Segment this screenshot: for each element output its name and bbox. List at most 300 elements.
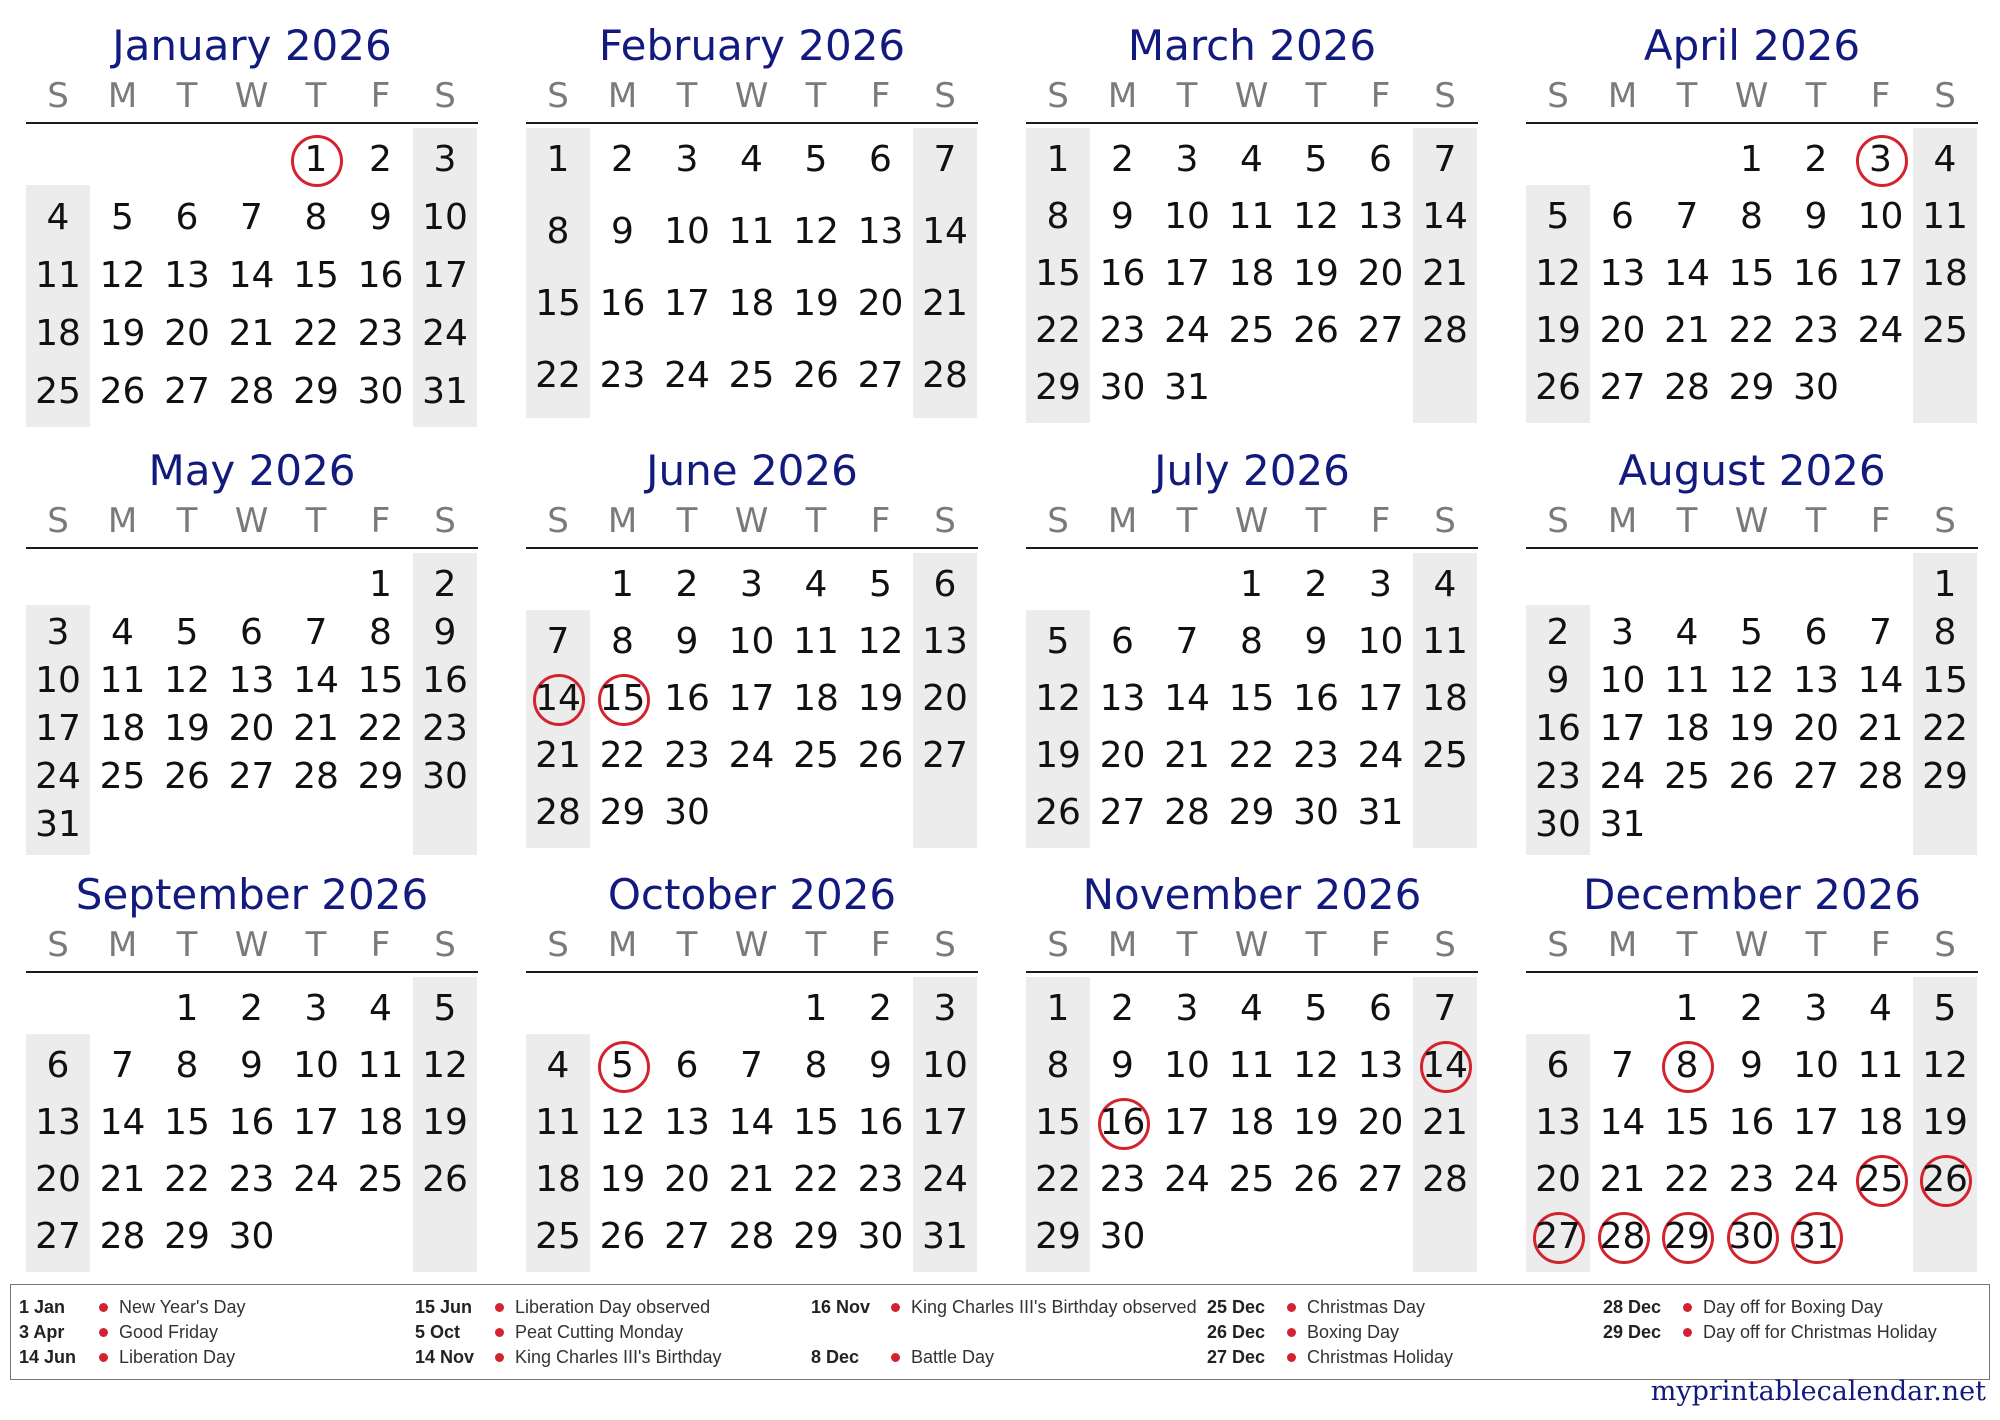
day-cell[interactable] bbox=[1220, 189, 1284, 245]
day-cell[interactable] bbox=[720, 1209, 784, 1265]
day-cell[interactable] bbox=[1155, 1038, 1219, 1094]
site-link[interactable]: myprintablecalendar.net bbox=[1650, 1376, 1986, 1407]
day-cell[interactable] bbox=[1913, 1095, 1977, 1151]
day-cell[interactable] bbox=[155, 306, 219, 362]
day-cell[interactable] bbox=[1784, 1038, 1848, 1094]
day-cell[interactable] bbox=[1091, 303, 1155, 359]
day-cell[interactable] bbox=[1784, 749, 1848, 805]
day-cell[interactable] bbox=[1026, 671, 1090, 727]
day-cell[interactable] bbox=[284, 306, 348, 362]
day-cell[interactable] bbox=[1026, 1095, 1090, 1151]
day-cell[interactable] bbox=[349, 364, 413, 420]
day-cell[interactable] bbox=[720, 614, 784, 670]
day-cell[interactable] bbox=[1413, 132, 1477, 188]
day-cell[interactable] bbox=[1026, 303, 1090, 359]
day-cell[interactable] bbox=[155, 1209, 219, 1265]
day-cell[interactable] bbox=[155, 981, 219, 1037]
day-cell[interactable] bbox=[1591, 1095, 1655, 1151]
day-cell[interactable] bbox=[1091, 1038, 1155, 1094]
day-cell[interactable] bbox=[1349, 303, 1413, 359]
day-cell[interactable] bbox=[1784, 1152, 1848, 1208]
day-cell[interactable] bbox=[1220, 1152, 1284, 1208]
day-cell[interactable] bbox=[1155, 360, 1219, 416]
day-cell[interactable] bbox=[1913, 132, 1977, 188]
day-cell[interactable] bbox=[591, 557, 655, 613]
day-cell[interactable] bbox=[526, 671, 590, 727]
day-cell[interactable] bbox=[91, 749, 155, 805]
day-cell[interactable] bbox=[849, 557, 913, 613]
day-cell[interactable] bbox=[784, 614, 848, 670]
day-cell[interactable] bbox=[913, 132, 977, 188]
day-cell[interactable] bbox=[1220, 1038, 1284, 1094]
day-cell[interactable] bbox=[1091, 728, 1155, 784]
day-cell[interactable] bbox=[1720, 246, 1784, 302]
day-cell[interactable] bbox=[1849, 1095, 1913, 1151]
day-cell[interactable] bbox=[91, 190, 155, 246]
day-cell[interactable] bbox=[1413, 557, 1477, 613]
day-cell[interactable] bbox=[526, 348, 590, 404]
day-cell[interactable] bbox=[1413, 1038, 1477, 1094]
day-cell[interactable] bbox=[591, 348, 655, 404]
day-cell[interactable] bbox=[1913, 303, 1977, 359]
day-cell[interactable] bbox=[591, 1209, 655, 1265]
day-cell[interactable] bbox=[591, 614, 655, 670]
day-cell[interactable] bbox=[1155, 303, 1219, 359]
day-cell[interactable] bbox=[1284, 132, 1348, 188]
day-cell[interactable] bbox=[526, 1038, 590, 1094]
day-cell[interactable] bbox=[1655, 1152, 1719, 1208]
day-cell[interactable] bbox=[413, 981, 477, 1037]
day-cell[interactable] bbox=[1349, 132, 1413, 188]
day-cell[interactable] bbox=[1849, 981, 1913, 1037]
day-cell[interactable] bbox=[1284, 557, 1348, 613]
day-cell[interactable] bbox=[1155, 785, 1219, 841]
day-cell[interactable] bbox=[784, 348, 848, 404]
day-cell[interactable] bbox=[1720, 1152, 1784, 1208]
day-cell[interactable] bbox=[26, 364, 90, 420]
day-cell[interactable] bbox=[26, 248, 90, 304]
day-cell[interactable] bbox=[349, 190, 413, 246]
day-cell[interactable] bbox=[720, 348, 784, 404]
day-cell[interactable] bbox=[1413, 671, 1477, 727]
day-cell[interactable] bbox=[1284, 1095, 1348, 1151]
day-cell[interactable] bbox=[1913, 749, 1977, 805]
day-cell[interactable] bbox=[1026, 360, 1090, 416]
day-cell[interactable] bbox=[284, 190, 348, 246]
day-cell[interactable] bbox=[1155, 1095, 1219, 1151]
day-cell[interactable] bbox=[1849, 749, 1913, 805]
day-cell[interactable] bbox=[1913, 246, 1977, 302]
day-cell[interactable] bbox=[220, 1152, 284, 1208]
day-cell[interactable] bbox=[1220, 1095, 1284, 1151]
day-cell[interactable] bbox=[349, 749, 413, 805]
day-cell[interactable] bbox=[1284, 1038, 1348, 1094]
day-cell[interactable] bbox=[655, 1209, 719, 1265]
day-cell[interactable] bbox=[1784, 132, 1848, 188]
day-cell[interactable] bbox=[1026, 246, 1090, 302]
day-cell[interactable] bbox=[1284, 671, 1348, 727]
day-cell[interactable] bbox=[591, 785, 655, 841]
day-cell[interactable] bbox=[220, 749, 284, 805]
day-cell[interactable] bbox=[26, 797, 90, 853]
day-cell[interactable] bbox=[1526, 1095, 1590, 1151]
day-cell[interactable] bbox=[1784, 360, 1848, 416]
day-cell[interactable] bbox=[849, 1038, 913, 1094]
day-cell[interactable] bbox=[91, 364, 155, 420]
day-cell[interactable] bbox=[1526, 189, 1590, 245]
day-cell[interactable] bbox=[655, 557, 719, 613]
day-cell[interactable] bbox=[1091, 1095, 1155, 1151]
day-cell[interactable] bbox=[1349, 1038, 1413, 1094]
day-cell[interactable] bbox=[1413, 1095, 1477, 1151]
day-cell[interactable] bbox=[913, 557, 977, 613]
day-cell[interactable] bbox=[1720, 1038, 1784, 1094]
day-cell[interactable] bbox=[1220, 981, 1284, 1037]
day-cell[interactable] bbox=[1913, 981, 1977, 1037]
day-cell[interactable] bbox=[1720, 981, 1784, 1037]
day-cell[interactable] bbox=[1849, 189, 1913, 245]
day-cell[interactable] bbox=[1784, 981, 1848, 1037]
day-cell[interactable] bbox=[220, 306, 284, 362]
day-cell[interactable] bbox=[155, 1095, 219, 1151]
day-cell[interactable] bbox=[1091, 671, 1155, 727]
day-cell[interactable] bbox=[1413, 728, 1477, 784]
day-cell[interactable] bbox=[720, 204, 784, 260]
day-cell[interactable] bbox=[1026, 1038, 1090, 1094]
day-cell[interactable] bbox=[720, 671, 784, 727]
day-cell[interactable] bbox=[91, 306, 155, 362]
day-cell[interactable] bbox=[1655, 360, 1719, 416]
day-cell[interactable] bbox=[849, 1095, 913, 1151]
day-cell[interactable] bbox=[284, 1038, 348, 1094]
day-cell[interactable] bbox=[784, 981, 848, 1037]
day-cell[interactable] bbox=[720, 1152, 784, 1208]
day-cell[interactable] bbox=[1284, 728, 1348, 784]
day-cell[interactable] bbox=[849, 1152, 913, 1208]
day-cell[interactable] bbox=[155, 1038, 219, 1094]
day-cell[interactable] bbox=[849, 728, 913, 784]
day-cell[interactable] bbox=[155, 749, 219, 805]
day-cell[interactable] bbox=[849, 671, 913, 727]
day-cell[interactable] bbox=[1526, 303, 1590, 359]
day-cell[interactable] bbox=[849, 981, 913, 1037]
day-cell[interactable] bbox=[1284, 981, 1348, 1037]
day-cell[interactable] bbox=[1784, 246, 1848, 302]
day-cell[interactable] bbox=[591, 1152, 655, 1208]
day-cell[interactable] bbox=[591, 1038, 655, 1094]
day-cell[interactable] bbox=[1591, 1038, 1655, 1094]
day-cell[interactable] bbox=[413, 248, 477, 304]
day-cell[interactable] bbox=[1349, 1095, 1413, 1151]
day-cell[interactable] bbox=[1591, 189, 1655, 245]
day-cell[interactable] bbox=[849, 348, 913, 404]
day-cell[interactable] bbox=[1220, 614, 1284, 670]
day-cell[interactable] bbox=[526, 614, 590, 670]
day-cell[interactable] bbox=[1026, 981, 1090, 1037]
day-cell[interactable] bbox=[1091, 132, 1155, 188]
day-cell[interactable] bbox=[1413, 614, 1477, 670]
day-cell[interactable] bbox=[1784, 1209, 1848, 1265]
day-cell[interactable] bbox=[1026, 132, 1090, 188]
day-cell[interactable] bbox=[220, 981, 284, 1037]
day-cell[interactable] bbox=[1655, 749, 1719, 805]
day-cell[interactable] bbox=[1913, 189, 1977, 245]
day-cell[interactable] bbox=[1220, 246, 1284, 302]
day-cell[interactable] bbox=[413, 132, 477, 188]
day-cell[interactable] bbox=[1591, 1209, 1655, 1265]
day-cell[interactable] bbox=[1413, 1152, 1477, 1208]
day-cell[interactable] bbox=[655, 614, 719, 670]
day-cell[interactable] bbox=[913, 348, 977, 404]
day-cell[interactable] bbox=[1591, 1152, 1655, 1208]
day-cell[interactable] bbox=[655, 132, 719, 188]
day-cell[interactable] bbox=[349, 1152, 413, 1208]
day-cell[interactable] bbox=[1349, 728, 1413, 784]
day-cell[interactable] bbox=[655, 276, 719, 332]
day-cell[interactable] bbox=[1284, 1152, 1348, 1208]
day-cell[interactable] bbox=[349, 306, 413, 362]
day-cell[interactable] bbox=[1720, 1209, 1784, 1265]
day-cell[interactable] bbox=[1026, 1209, 1090, 1265]
day-cell[interactable] bbox=[849, 276, 913, 332]
day-cell[interactable] bbox=[1155, 1152, 1219, 1208]
day-cell[interactable] bbox=[1155, 189, 1219, 245]
day-cell[interactable] bbox=[1284, 303, 1348, 359]
day-cell[interactable] bbox=[91, 1152, 155, 1208]
day-cell[interactable] bbox=[1349, 785, 1413, 841]
day-cell[interactable] bbox=[284, 132, 348, 188]
day-cell[interactable] bbox=[284, 364, 348, 420]
day-cell[interactable] bbox=[26, 1209, 90, 1265]
day-cell[interactable] bbox=[1413, 189, 1477, 245]
day-cell[interactable] bbox=[1091, 785, 1155, 841]
day-cell[interactable] bbox=[1349, 557, 1413, 613]
day-cell[interactable] bbox=[1413, 303, 1477, 359]
day-cell[interactable] bbox=[655, 671, 719, 727]
day-cell[interactable] bbox=[591, 132, 655, 188]
day-cell[interactable] bbox=[1026, 614, 1090, 670]
day-cell[interactable] bbox=[1091, 614, 1155, 670]
day-cell[interactable] bbox=[155, 364, 219, 420]
day-cell[interactable] bbox=[913, 1095, 977, 1151]
day-cell[interactable] bbox=[913, 204, 977, 260]
day-cell[interactable] bbox=[1655, 981, 1719, 1037]
day-cell[interactable] bbox=[1720, 303, 1784, 359]
day-cell[interactable] bbox=[784, 557, 848, 613]
day-cell[interactable] bbox=[1526, 1038, 1590, 1094]
day-cell[interactable] bbox=[413, 1152, 477, 1208]
day-cell[interactable] bbox=[1591, 797, 1655, 853]
day-cell[interactable] bbox=[1526, 246, 1590, 302]
day-cell[interactable] bbox=[26, 190, 90, 246]
day-cell[interactable] bbox=[155, 1152, 219, 1208]
day-cell[interactable] bbox=[1220, 671, 1284, 727]
day-cell[interactable] bbox=[220, 1095, 284, 1151]
day-cell[interactable] bbox=[1155, 671, 1219, 727]
day-cell[interactable] bbox=[413, 1095, 477, 1151]
day-cell[interactable] bbox=[220, 248, 284, 304]
day-cell[interactable] bbox=[655, 1095, 719, 1151]
day-cell[interactable] bbox=[784, 1152, 848, 1208]
day-cell[interactable] bbox=[591, 671, 655, 727]
day-cell[interactable] bbox=[1026, 1152, 1090, 1208]
day-cell[interactable] bbox=[526, 204, 590, 260]
day-cell[interactable] bbox=[1155, 614, 1219, 670]
day-cell[interactable] bbox=[526, 132, 590, 188]
day-cell[interactable] bbox=[1349, 1152, 1413, 1208]
day-cell[interactable] bbox=[720, 1095, 784, 1151]
day-cell[interactable] bbox=[155, 190, 219, 246]
day-cell[interactable] bbox=[1849, 303, 1913, 359]
day-cell[interactable] bbox=[1349, 246, 1413, 302]
day-cell[interactable] bbox=[655, 1038, 719, 1094]
day-cell[interactable] bbox=[91, 248, 155, 304]
day-cell[interactable] bbox=[849, 204, 913, 260]
day-cell[interactable] bbox=[1349, 189, 1413, 245]
day-cell[interactable] bbox=[91, 1038, 155, 1094]
day-cell[interactable] bbox=[1091, 1152, 1155, 1208]
day-cell[interactable] bbox=[655, 348, 719, 404]
day-cell[interactable] bbox=[1220, 785, 1284, 841]
day-cell[interactable] bbox=[1284, 246, 1348, 302]
day-cell[interactable] bbox=[155, 248, 219, 304]
day-cell[interactable] bbox=[1913, 1152, 1977, 1208]
day-cell[interactable] bbox=[91, 1209, 155, 1265]
day-cell[interactable] bbox=[349, 1095, 413, 1151]
day-cell[interactable] bbox=[1220, 132, 1284, 188]
day-cell[interactable] bbox=[784, 276, 848, 332]
day-cell[interactable] bbox=[720, 276, 784, 332]
day-cell[interactable] bbox=[655, 785, 719, 841]
day-cell[interactable] bbox=[26, 1095, 90, 1151]
day-cell[interactable] bbox=[591, 276, 655, 332]
day-cell[interactable] bbox=[784, 1038, 848, 1094]
day-cell[interactable] bbox=[1026, 785, 1090, 841]
day-cell[interactable] bbox=[284, 1152, 348, 1208]
day-cell[interactable] bbox=[1720, 749, 1784, 805]
day-cell[interactable] bbox=[913, 1209, 977, 1265]
day-cell[interactable] bbox=[1655, 246, 1719, 302]
day-cell[interactable] bbox=[1220, 303, 1284, 359]
day-cell[interactable] bbox=[1155, 728, 1219, 784]
day-cell[interactable] bbox=[784, 132, 848, 188]
day-cell[interactable] bbox=[591, 1095, 655, 1151]
day-cell[interactable] bbox=[1155, 981, 1219, 1037]
day-cell[interactable] bbox=[784, 204, 848, 260]
day-cell[interactable] bbox=[1591, 246, 1655, 302]
day-cell[interactable] bbox=[1784, 189, 1848, 245]
day-cell[interactable] bbox=[720, 728, 784, 784]
day-cell[interactable] bbox=[655, 204, 719, 260]
day-cell[interactable] bbox=[1849, 246, 1913, 302]
day-cell[interactable] bbox=[526, 276, 590, 332]
day-cell[interactable] bbox=[1284, 189, 1348, 245]
day-cell[interactable] bbox=[284, 1095, 348, 1151]
day-cell[interactable] bbox=[526, 728, 590, 784]
day-cell[interactable] bbox=[720, 132, 784, 188]
day-cell[interactable] bbox=[1655, 303, 1719, 359]
day-cell[interactable] bbox=[413, 306, 477, 362]
day-cell[interactable] bbox=[849, 614, 913, 670]
day-cell[interactable] bbox=[1284, 614, 1348, 670]
day-cell[interactable] bbox=[1349, 981, 1413, 1037]
day-cell[interactable] bbox=[1591, 303, 1655, 359]
day-cell[interactable] bbox=[913, 276, 977, 332]
day-cell[interactable] bbox=[1591, 360, 1655, 416]
day-cell[interactable] bbox=[784, 1209, 848, 1265]
day-cell[interactable] bbox=[26, 1152, 90, 1208]
day-cell[interactable] bbox=[591, 204, 655, 260]
day-cell[interactable] bbox=[655, 1152, 719, 1208]
day-cell[interactable] bbox=[284, 981, 348, 1037]
day-cell[interactable] bbox=[1849, 1038, 1913, 1094]
day-cell[interactable] bbox=[220, 190, 284, 246]
day-cell[interactable] bbox=[220, 364, 284, 420]
day-cell[interactable] bbox=[1413, 246, 1477, 302]
day-cell[interactable] bbox=[720, 1038, 784, 1094]
day-cell[interactable] bbox=[1091, 246, 1155, 302]
day-cell[interactable] bbox=[913, 728, 977, 784]
day-cell[interactable] bbox=[413, 1038, 477, 1094]
day-cell[interactable] bbox=[1091, 981, 1155, 1037]
day-cell[interactable] bbox=[526, 1095, 590, 1151]
day-cell[interactable] bbox=[1784, 1095, 1848, 1151]
day-cell[interactable] bbox=[1026, 189, 1090, 245]
day-cell[interactable] bbox=[1655, 1038, 1719, 1094]
day-cell[interactable] bbox=[784, 728, 848, 784]
day-cell[interactable] bbox=[784, 671, 848, 727]
day-cell[interactable] bbox=[26, 306, 90, 362]
day-cell[interactable] bbox=[349, 248, 413, 304]
day-cell[interactable] bbox=[349, 981, 413, 1037]
day-cell[interactable] bbox=[349, 1038, 413, 1094]
day-cell[interactable] bbox=[526, 1152, 590, 1208]
day-cell[interactable] bbox=[849, 132, 913, 188]
day-cell[interactable] bbox=[1220, 728, 1284, 784]
day-cell[interactable] bbox=[1155, 132, 1219, 188]
day-cell[interactable] bbox=[1849, 132, 1913, 188]
day-cell[interactable] bbox=[220, 1038, 284, 1094]
day-cell[interactable] bbox=[526, 1209, 590, 1265]
day-cell[interactable] bbox=[913, 1038, 977, 1094]
day-cell[interactable] bbox=[1720, 189, 1784, 245]
day-cell[interactable] bbox=[1784, 303, 1848, 359]
day-cell[interactable] bbox=[913, 614, 977, 670]
day-cell[interactable] bbox=[849, 1209, 913, 1265]
day-cell[interactable] bbox=[1026, 728, 1090, 784]
day-cell[interactable] bbox=[220, 1209, 284, 1265]
day-cell[interactable] bbox=[1349, 614, 1413, 670]
day-cell[interactable] bbox=[1526, 1209, 1590, 1265]
day-cell[interactable] bbox=[284, 749, 348, 805]
day-cell[interactable] bbox=[720, 557, 784, 613]
day-cell[interactable] bbox=[1526, 360, 1590, 416]
day-cell[interactable] bbox=[1720, 360, 1784, 416]
day-cell[interactable] bbox=[591, 728, 655, 784]
day-cell[interactable] bbox=[1091, 360, 1155, 416]
day-cell[interactable] bbox=[1849, 1152, 1913, 1208]
day-cell[interactable] bbox=[1526, 1152, 1590, 1208]
day-cell[interactable] bbox=[1655, 1209, 1719, 1265]
day-cell[interactable] bbox=[1526, 797, 1590, 853]
day-cell[interactable] bbox=[1413, 981, 1477, 1037]
day-cell[interactable] bbox=[91, 1095, 155, 1151]
day-cell[interactable] bbox=[1720, 132, 1784, 188]
day-cell[interactable] bbox=[1655, 189, 1719, 245]
day-cell[interactable] bbox=[284, 248, 348, 304]
day-cell[interactable] bbox=[913, 1152, 977, 1208]
day-cell[interactable] bbox=[413, 364, 477, 420]
